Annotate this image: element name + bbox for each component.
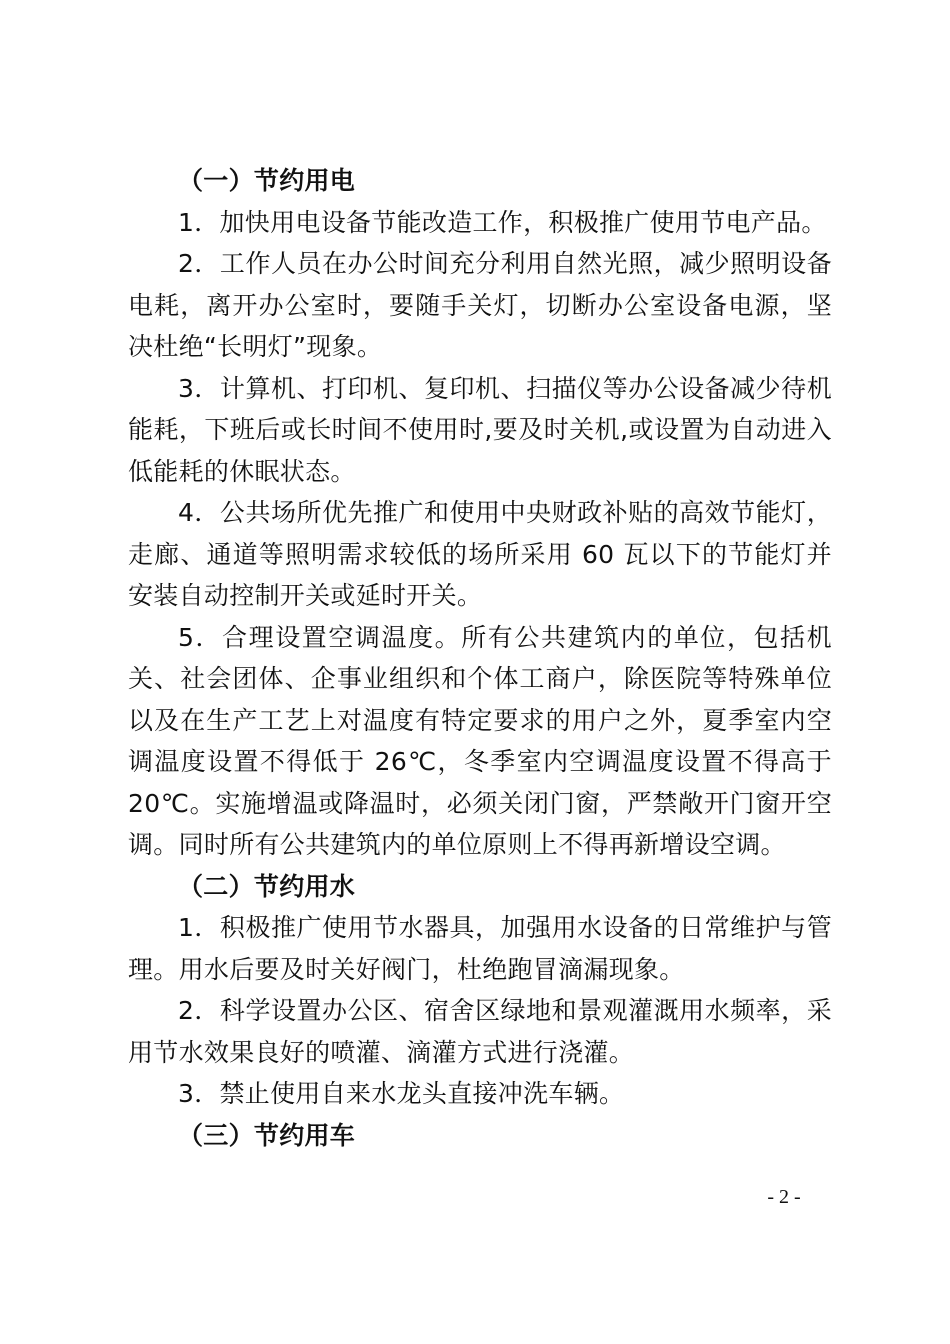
paragraph: 3．计算机、打印机、复印机、扫描仪等办公设备减少待机能耗，下班后或长时间不使用时,要及时关机,或设置为自动进入低能耗的休眠状态。	[128, 373, 832, 486]
page-number: - 2 -	[767, 1186, 801, 1208]
paragraph: 4．公共场所优先推广和使用中央财政补贴的高效节能灯，走廊、通道等照明需求较低的场所采用 60 瓦以下的节能灯并安装自动控制开关或延时开关。	[128, 498, 832, 610]
paragraph: 3．禁止使用自来水龙头直接冲洗车辆。	[178, 1079, 625, 1108]
paragraph: 1．加快用电设备节能改造工作，积极推广使用节电产品。	[178, 207, 827, 237]
section-heading-water: （二）节约用水	[178, 871, 356, 901]
paragraph: 2．工作人员在办公时间充分利用自然光照，减少照明设备电耗，离开办公室时，要随手关灯，切断办公室设备电源，坚决杜绝“长明灯”现象。	[128, 249, 832, 361]
paragraph: 5．合理设置空调温度。所有公共建筑内的单位，包括机关、社会团体、企事业组织和个体工商户，除医院等特殊单位以及在生产工艺上对温度有特定要求的用户之外，夏季室内空调温度设置不得低于 26℃，冬季室内空调温度设置不得高于 20℃。实施增温或降温时，必须关闭门窗，严禁敞开门窗开空调。同时所有公共建筑内的单位原则上不得再新增设空调。	[128, 622, 832, 859]
paragraph: 1．积极推广使用节水器具，加强用水设备的日常维护与管理。用水后要及时关好阀门，杜绝跑冒滴漏现象。	[128, 913, 832, 984]
paragraph: 2．科学设置办公区、宿舍区绿地和景观灌溉用水频率，采用节水效果良好的喷灌、滴灌方式进行浇灌。	[128, 996, 832, 1067]
section-heading-electricity: （一）节约用电	[178, 166, 356, 195]
section-heading-vehicles: （三）节约用车	[178, 1120, 356, 1150]
document-body	[128, 160, 832, 1156]
